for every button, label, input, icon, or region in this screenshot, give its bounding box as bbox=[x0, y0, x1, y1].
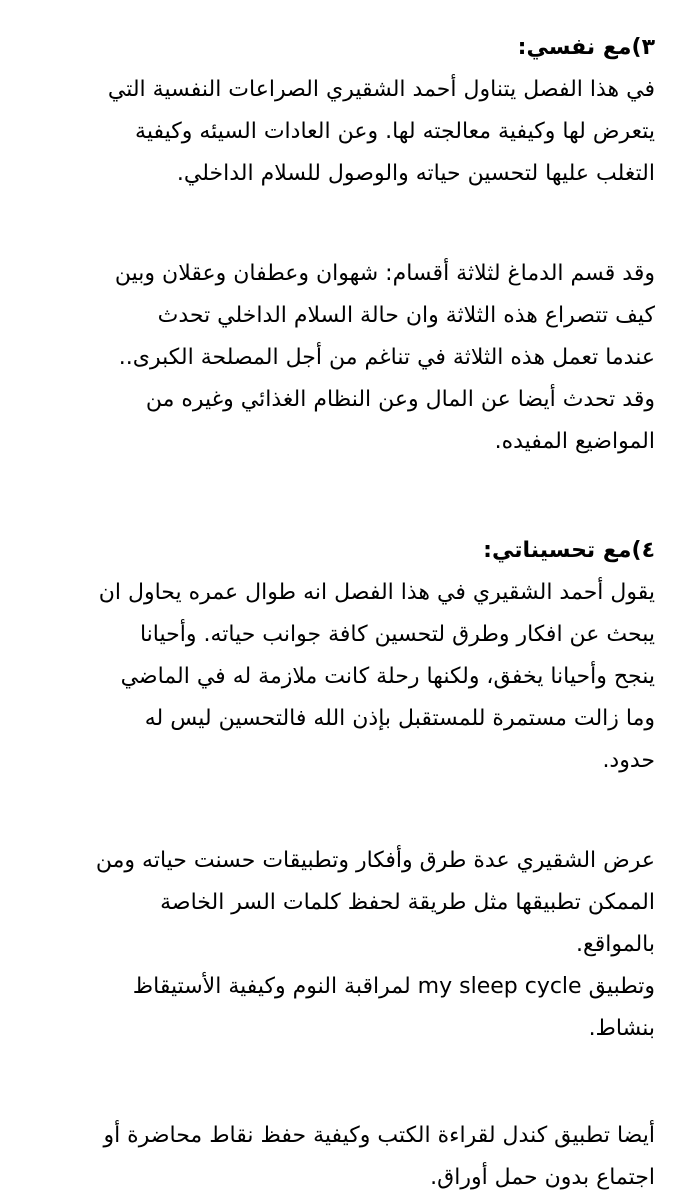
section-4-p1-line-2: يبحث عن افكار وطرق لتحسين كافة جوانب حياته. وأحيانا bbox=[139, 622, 655, 647]
section-4-paragraph-3 bbox=[40, 1115, 655, 1199]
section-4-paragraph-2 bbox=[40, 840, 655, 1050]
section-4-app-line-2: بنشاط. bbox=[588, 1016, 655, 1041]
section-4-p3-line-1: أيضا تطبيق كندل لقراءة الكتب وكيفية حفظ نقاط محاضرة أو bbox=[103, 1123, 655, 1148]
section-4-p2-line-3: بالمواقع. bbox=[576, 932, 655, 957]
app-line-prefix: وتطبيق bbox=[588, 974, 655, 999]
section-3-p2-line-1: وقد قسم الدماغ لثلاثة أقسام: شهوان وعطفان وعقلان وبين bbox=[114, 261, 655, 286]
section-3-p1-line-3: التغلب عليها لتحسين حياته والوصول للسلام الداخلي. bbox=[176, 161, 655, 186]
section-4-p2-line-1: عرض الشقيري عدة طرق وأفكار وتطبيقات حسنت حياته ومن bbox=[95, 848, 655, 873]
section-3 bbox=[40, 27, 655, 195]
section-4-p3-line-2: اجتماع بدون حمل أوراق. bbox=[430, 1165, 655, 1190]
section-3-heading: ٣)مع نفسي: bbox=[517, 35, 655, 60]
section-3-p1-line-2: يتعرض لها وكيفية معالجته لها. وعن العادات السيئه وكيفية bbox=[135, 119, 655, 144]
section-3-p2-line-5: المواضيع المفيده. bbox=[494, 429, 655, 454]
section-4-heading: ٤)مع تحسيناتي: bbox=[483, 538, 655, 563]
app-name: my sleep cycle bbox=[417, 974, 582, 999]
section-3-p2-line-2: كيف تتصراع هذه الثلاثة وان حالة السلام الداخلي تحدث bbox=[157, 303, 655, 328]
section-4-p1-line-5: حدود. bbox=[602, 748, 655, 773]
section-3-paragraph-2 bbox=[40, 253, 655, 463]
section-4-p1-line-1: يقول أحمد الشقيري في هذا الفصل انه طوال عمره يحاول ان bbox=[98, 580, 655, 605]
section-4-p2-line-2: الممكن تطبيقها مثل طريقة لحفظ كلمات السر الخاصة bbox=[160, 890, 655, 915]
section-4-p1-line-4: وما زالت مستمرة للمستقبل بإذن الله فالتحسين ليس له bbox=[144, 706, 655, 731]
app-line-suffix: لمراقبة النوم وكيفية الأستيقاظ bbox=[132, 974, 411, 999]
section-3-p1-line-1: في هذا الفصل يتناول أحمد الشقيري الصراعات النفسية التي bbox=[107, 77, 655, 102]
section-4-app-line bbox=[40, 966, 655, 1008]
section-3-p2-line-4: وقد تحدث أيضا عن المال وعن النظام الغذائي وغيره من bbox=[145, 387, 655, 412]
section-4 bbox=[40, 530, 655, 782]
section-4-p1-line-3: ينجح وأحيانا يخفق، ولكنها رحلة كانت ملازمة له في الماضي bbox=[120, 664, 655, 689]
section-3-p2-line-3: عندما تعمل هذه الثلاثة في تناغم من أجل المصلحة الكبرى.. bbox=[118, 345, 655, 370]
